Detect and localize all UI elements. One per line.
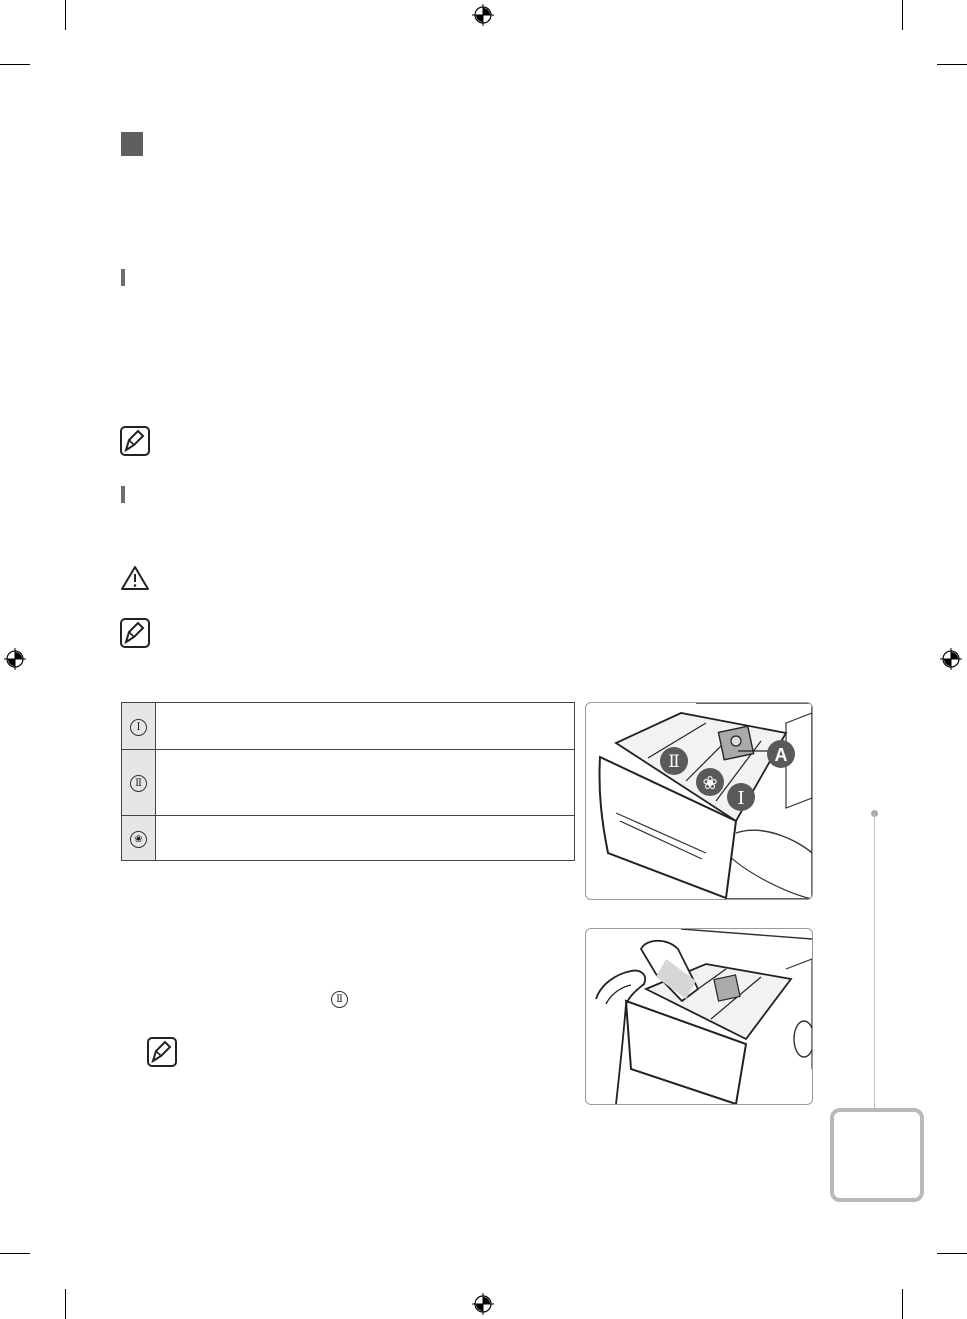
note-pencil-icon [120, 426, 150, 456]
section-heading-marker [121, 132, 143, 156]
main-wash-compartment-icon: Ⅱ [331, 991, 348, 1008]
registration-mark-icon [472, 4, 494, 26]
crop-mark-bottom-right-v [902, 1289, 903, 1319]
detergent-drawer-illustration [585, 702, 813, 900]
subsection-marker [121, 269, 125, 286]
compartment-symbol: ❀ [130, 831, 147, 848]
prewash-compartment-icon [122, 703, 156, 750]
subsection-marker [121, 486, 125, 503]
registration-mark-icon [4, 648, 26, 670]
page-tab-line [874, 814, 875, 1108]
compartment-i-label: Ⅰ [737, 788, 745, 809]
compartment-description [156, 816, 575, 861]
compartment-description [156, 703, 575, 750]
softener-compartment-label: ❀ [702, 773, 718, 794]
part-a-label: A [774, 745, 788, 765]
registration-mark-icon [940, 648, 962, 670]
crop-mark-top-left-h [0, 64, 30, 65]
compartment-ii-label: Ⅱ [668, 752, 680, 772]
softener-compartment-icon [122, 816, 156, 861]
crop-mark-bottom-left-v [65, 1289, 66, 1319]
drawer-drawing [586, 703, 812, 899]
table-row [122, 816, 575, 861]
crop-mark-top-right-h [937, 64, 967, 65]
crop-mark-bottom-right-h [937, 1253, 967, 1254]
pouring-drawing [586, 929, 812, 1104]
compartment-symbol: Ⅰ [130, 719, 147, 736]
main-wash-compartment-icon [122, 750, 156, 816]
table-row [122, 703, 575, 750]
page-number-box [830, 1108, 924, 1202]
crop-mark-top-left-v [65, 0, 66, 30]
registration-mark-icon [472, 1293, 494, 1315]
note-pencil-icon [147, 1037, 177, 1067]
warning-triangle-icon [120, 565, 150, 591]
note-pencil-icon [120, 618, 150, 648]
compartment-table [121, 702, 575, 861]
compartment-symbol: Ⅱ [130, 775, 147, 792]
crop-mark-bottom-left-h [0, 1253, 30, 1254]
pouring-detergent-illustration [585, 928, 813, 1105]
crop-mark-top-right-v [902, 0, 903, 30]
table-row [122, 750, 575, 816]
compartment-description [156, 750, 575, 816]
